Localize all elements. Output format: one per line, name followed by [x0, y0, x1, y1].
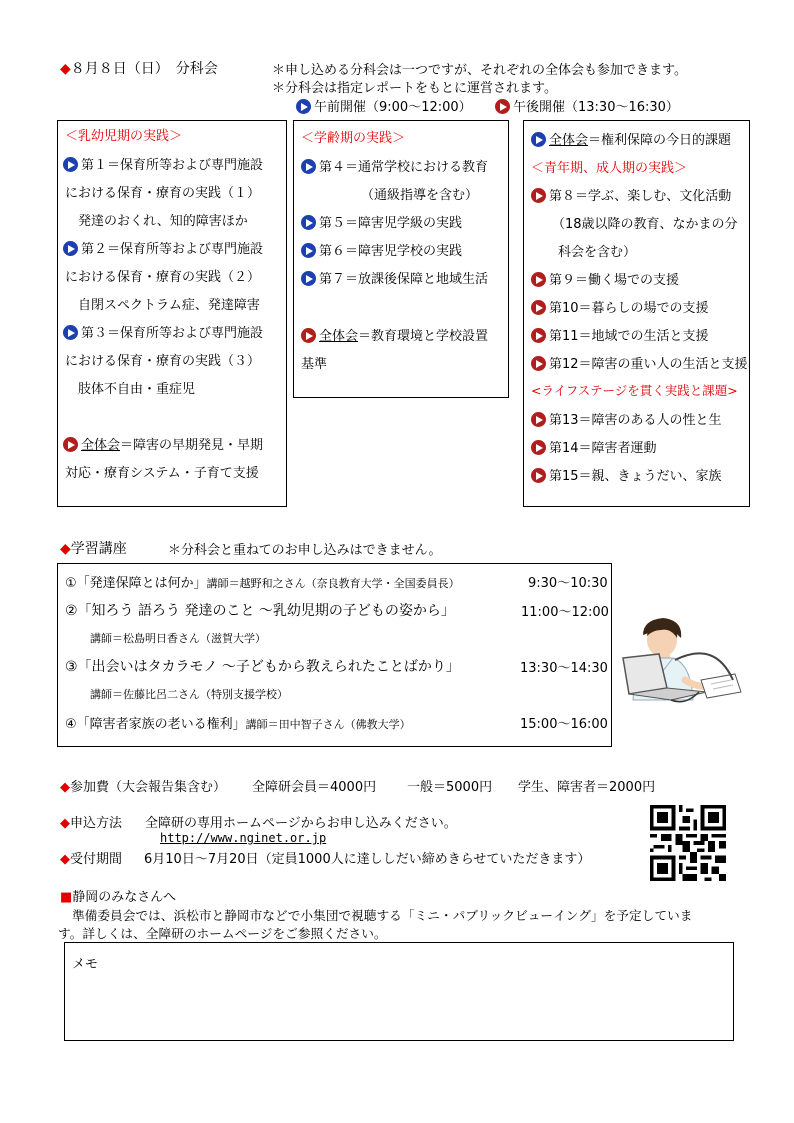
session-1: 第１＝保育所等および専門施設: [63, 154, 263, 173]
session-8-line2: （18歳以降の教育、なかまの分: [552, 217, 738, 232]
session-8: 第８＝学ぶ、楽しむ、文化活動: [531, 185, 731, 204]
lecture-2: ②「知ろう 語ろう 発達のこと ～乳幼児期の子どもの姿から」: [65, 603, 455, 619]
fee-general: 一般＝5000円: [407, 780, 493, 795]
memo-box[interactable]: [64, 942, 734, 1041]
session-1-line3: 発達のおくれ、知的障害ほか: [78, 214, 248, 229]
play-pm-icon: [531, 440, 546, 455]
play-pm-icon: [301, 328, 316, 343]
session-2: 第２＝保育所等および専門施設: [63, 238, 263, 257]
play-am-icon: [301, 243, 316, 258]
play-pm-icon: [531, 356, 546, 371]
session-6: 第６＝障害児学校の実践: [301, 240, 462, 259]
session-4: 第４＝通常学校における教育: [301, 156, 488, 175]
session-3-line2: における保育・療育の実践（３）: [65, 354, 261, 369]
session-12: 第12＝障害の重い人の生活と支援: [531, 353, 748, 372]
infant-plenary: 全体会＝障害の早期発見・早期: [63, 434, 263, 453]
diamond-bullet-icon: ◆: [60, 816, 70, 831]
shizuoka-line1: 準備委員会では、浜松市と静岡市などで小集団で視聴する「ミニ・パブリックビューイング」を予定していま: [72, 908, 693, 923]
note-one: ＊申し込める分科会は一つですが、それぞれの全体会も参加できます。: [272, 63, 687, 78]
play-pm-icon: [63, 437, 78, 452]
session-13: 第13＝障害のある人の性と生: [531, 409, 722, 428]
session-14: 第14＝障害者運動: [531, 437, 657, 456]
play-pm-icon: [495, 99, 510, 114]
lectures-note: ＊分科会と重ねてのお申し込みはできません。: [168, 543, 442, 558]
session-3: 第３＝保育所等および専門施設: [63, 322, 263, 341]
square-bullet-icon: ■: [60, 890, 73, 905]
person-at-laptop-illustration: [615, 580, 745, 710]
session-3-line3: 肢体不自由・重症児: [78, 382, 196, 397]
diamond-bullet-icon: ◆: [60, 541, 71, 557]
school-heading: ＜学齢期の実践＞: [301, 131, 406, 146]
lecture-3-time: 13:30～14:30: [520, 661, 608, 676]
lecture-1: ①「発達保障とは何か」講師＝越野和之さん（奈良教育大学・全国委員長）: [65, 576, 460, 591]
play-pm-icon: [531, 328, 546, 343]
lecture-2-time: 11:00～12:00: [521, 605, 609, 620]
play-am-icon: [531, 132, 546, 147]
infant-heading: ＜乳幼児期の実践＞: [65, 129, 183, 144]
play-am-icon: [296, 99, 311, 114]
adult-heading: ＜青年期、成人期の実践＞: [531, 161, 688, 176]
play-pm-icon: [531, 272, 546, 287]
fee-student: 学生、障害者＝2000円: [518, 780, 656, 795]
legend-pm: 午後開催（13:30～16:30）: [495, 96, 679, 115]
session-5: 第５＝障害児学級の実践: [301, 212, 462, 231]
session-10: 第10＝暮らしの場での支援: [531, 297, 709, 316]
lectures-box: [57, 563, 612, 747]
shizuoka-title: ■静岡のみなさんへ: [60, 890, 177, 905]
session-2-line3: 自閉スペクトラム症、発達障害: [78, 298, 260, 313]
session-4-line2: （通級指導を含む）: [361, 188, 479, 203]
lecture-4-time: 15:00～16:00: [520, 717, 608, 732]
play-am-icon: [301, 215, 316, 230]
play-am-icon: [63, 157, 78, 172]
legend-am: 午前開催（9:00～12:00）: [296, 96, 472, 115]
lectures-title: ◆学習講座: [60, 541, 127, 557]
lifestage-heading: <ライフステージを貫く実践と課題>: [531, 383, 738, 398]
play-am-icon: [63, 325, 78, 340]
play-pm-icon: [531, 188, 546, 203]
period-line: ◆受付期間: [60, 852, 123, 867]
lecture-3-lecturer: 講師＝佐藤比呂二さん（特別支援学校）: [90, 688, 288, 701]
diamond-bullet-icon: ◆: [60, 780, 70, 795]
apply-line: ◆申込方法: [60, 816, 123, 831]
lecture-1-time: 9:30～10:30: [528, 576, 608, 591]
session-15: 第15＝親、きょうだい、家族: [531, 465, 722, 484]
memo-label: メモ: [72, 957, 99, 972]
session-8-line3: 科会を含む）: [558, 245, 637, 260]
fee-member: 全障研会員＝4000円: [252, 780, 377, 795]
play-pm-icon: [531, 468, 546, 483]
session-9: 第９＝働く場での支援: [531, 269, 679, 288]
play-am-icon: [301, 159, 316, 174]
qr-code-icon[interactable]: [650, 805, 726, 881]
note-two: ＊分科会は指定レポートをもとに運営されます。: [272, 81, 557, 96]
session-title: ◆８月８日（日） 分科会: [60, 61, 218, 77]
period-text: 6月10日～7月20日（定員1000人に達ししだい締めきらせていただきます）: [144, 852, 591, 867]
session-1-line2: における保育・療育の実践（１）: [65, 186, 261, 201]
session-2-line2: における保育・療育の実践（２）: [65, 270, 261, 285]
diamond-bullet-icon: ◆: [60, 61, 71, 77]
school-age-section-box: [293, 120, 509, 398]
play-pm-icon: [531, 300, 546, 315]
lecture-2-lecturer: 講師＝松島明日香さん（滋賀大学）: [90, 632, 266, 645]
session-11: 第11＝地域での生活と支援: [531, 325, 709, 344]
diamond-bullet-icon: ◆: [60, 852, 70, 867]
infant-section-box: [57, 120, 287, 507]
session-7: 第７＝放課後保障と地域生活: [301, 268, 488, 287]
play-am-icon: [301, 271, 316, 286]
shizuoka-line2: す。詳しくは、全障研のホームページをご参照ください。: [58, 926, 387, 941]
play-am-icon: [63, 241, 78, 256]
school-plenary-line2: 基準: [301, 357, 328, 372]
lecture-4: ④「障害者家族の老いる権利」講師＝田中智子さん（佛教大学）: [65, 717, 411, 732]
school-plenary: 全体会＝教育環境と学校設置: [301, 325, 488, 344]
apply-text: 全障研の専用ホームページからお申し込みください。: [145, 816, 457, 831]
play-pm-icon: [531, 412, 546, 427]
adult-plenary: 全体会＝権利保障の今日的課題: [531, 129, 731, 148]
infant-plenary-line2: 対応・療育システム・子育て支援: [65, 466, 259, 481]
apply-url-link[interactable]: http://www.nginet.or.jp: [160, 831, 327, 845]
fees-line: ◆参加費（大会報告集含む）: [60, 780, 227, 795]
adult-section-box: [523, 120, 750, 507]
lecture-3: ③「出会いはタカラモノ ～子どもから教えられたことばかり」: [65, 659, 460, 675]
